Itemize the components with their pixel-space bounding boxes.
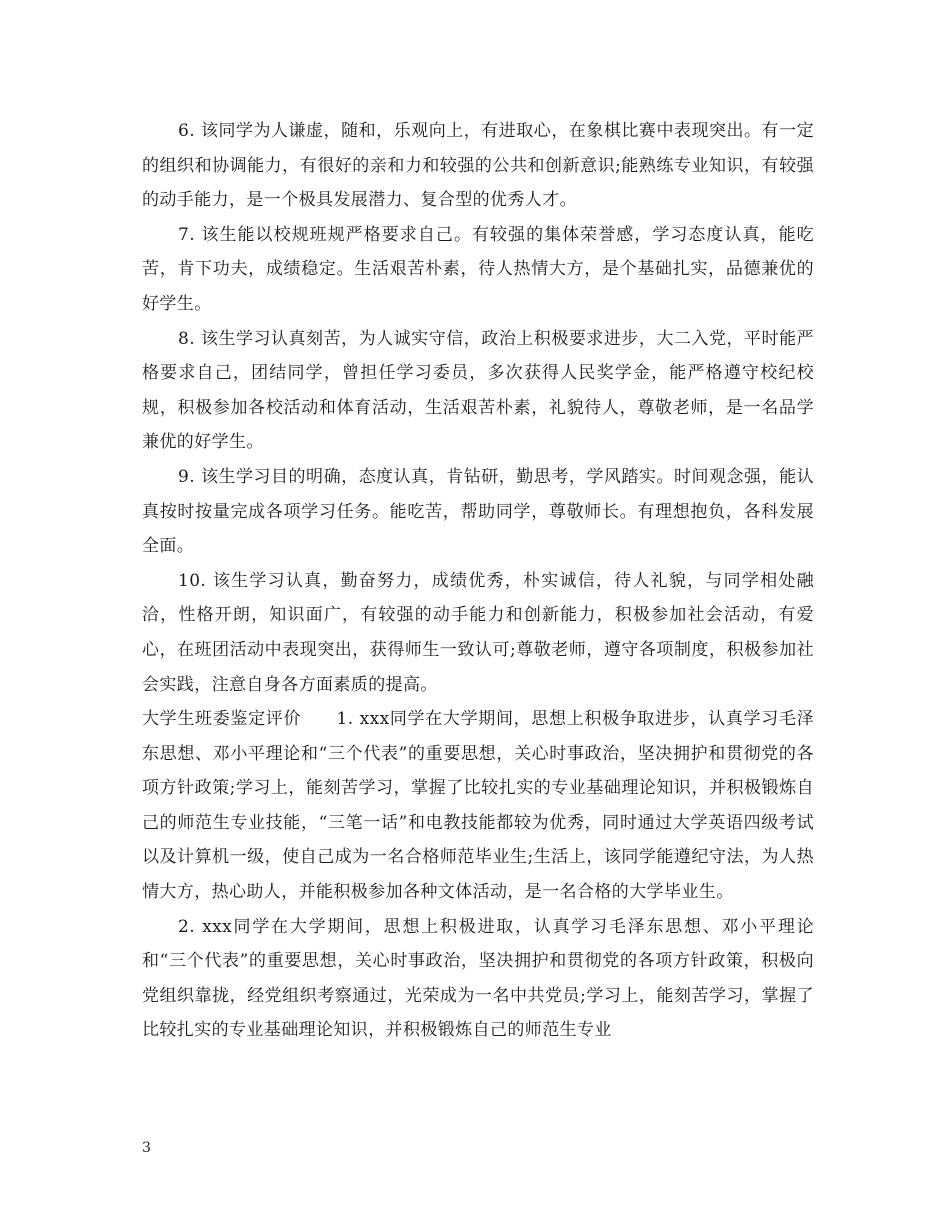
paragraph-8: 8. 该生学习认真刻苦，为人诚实守信，政治上积极要求进步，大二入党，平时能严格要求自己，团结同学，曾担任学习委员，多次获得人民奖学金，能严格遵守校纪校规，积极参加各校活动和体育活动，生活艰苦朴素，礼貌待人，尊敬老师，是一名品学兼优的好学生。 — [142, 328, 814, 453]
paragraph-10: 10. 该生学习认真，勤奋努力，成绩优秀，朴实诚信，待人礼貌，与同学相处融洽，性格开朗，知识面广，有较强的动手能力和创新能力，积极参加社会活动，有爱心，在班团活动中表现突出，获得师生一致认可;尊敬老师，遵守各项制度，积极参加社会实践，注意自身各方面素质的提高。 — [142, 570, 814, 695]
paragraph-9: 9. 该生学习目的明确，态度认真，肯钻研，勤思考，学风踏实。时间观念强，能认真按时按量完成各项学习任务。能吃苦，帮助同学，尊敬师长。有理想抱负，各科发展全面。 — [142, 466, 814, 557]
evaluation-paragraph-2: 2. xxx同学在大学期间，思想上积极进取，认真学习毛泽东思想、邓小平理论和“三个代表”的重要思想，关心时事政治，坚决拥护和贯彻党的各项方针政策，积极向党组织靠拢，经党组织考察通过，光荣成为一名中共党员;学习上，能刻苦学习，掌握了比较扎实的专业基础理论知识，并积极锻炼自己的师范生专业 — [142, 916, 814, 1041]
document-body — [142, 114, 814, 1048]
paragraph-6: 6. 该同学为人谦虚，随和，乐观向上，有进取心，在象棋比赛中表现突出。有一定的组织和协调能力，有很好的亲和力和较强的公共和创新意识;能熟练专业知识，有较强的动手能力，是一个极具发展潜力、复合型的优秀人才。 — [142, 121, 814, 211]
paragraph-7: 7. 该生能以校规班规严格要求自己。有较强的集体荣誉感，学习态度认真，能吃苦，肯下功夫，成绩稳定。生活艰苦朴素，待人热情大方，是个基础扎实，品德兼优的好学生。 — [142, 224, 814, 314]
section-class-committee-evaluation: 大学生班委鉴定评价 1. xxx同学在大学期间，思想上积极争取进步，认真学习毛泽东思想、邓小平理论和“三个代表”的重要思想，关心时事政治，坚决拥护和贯彻党的各项方针政策;学习上，能刻苦学习，掌握了比较扎实的专业基础理论知识，并积极锻炼自己的师范生专业技能，“三笔一话”和电教技能都较为优秀，同时通过大学英语四级考试以及计算机一级，使自己成为一名合格师范毕业生;生活上，该同学能遵纪守法，为人热情大方，热心助人，并能积极参加各种文体活动，是一名合格的大学毕业生。 — [142, 709, 814, 903]
page-number: 3 — [142, 1140, 151, 1156]
